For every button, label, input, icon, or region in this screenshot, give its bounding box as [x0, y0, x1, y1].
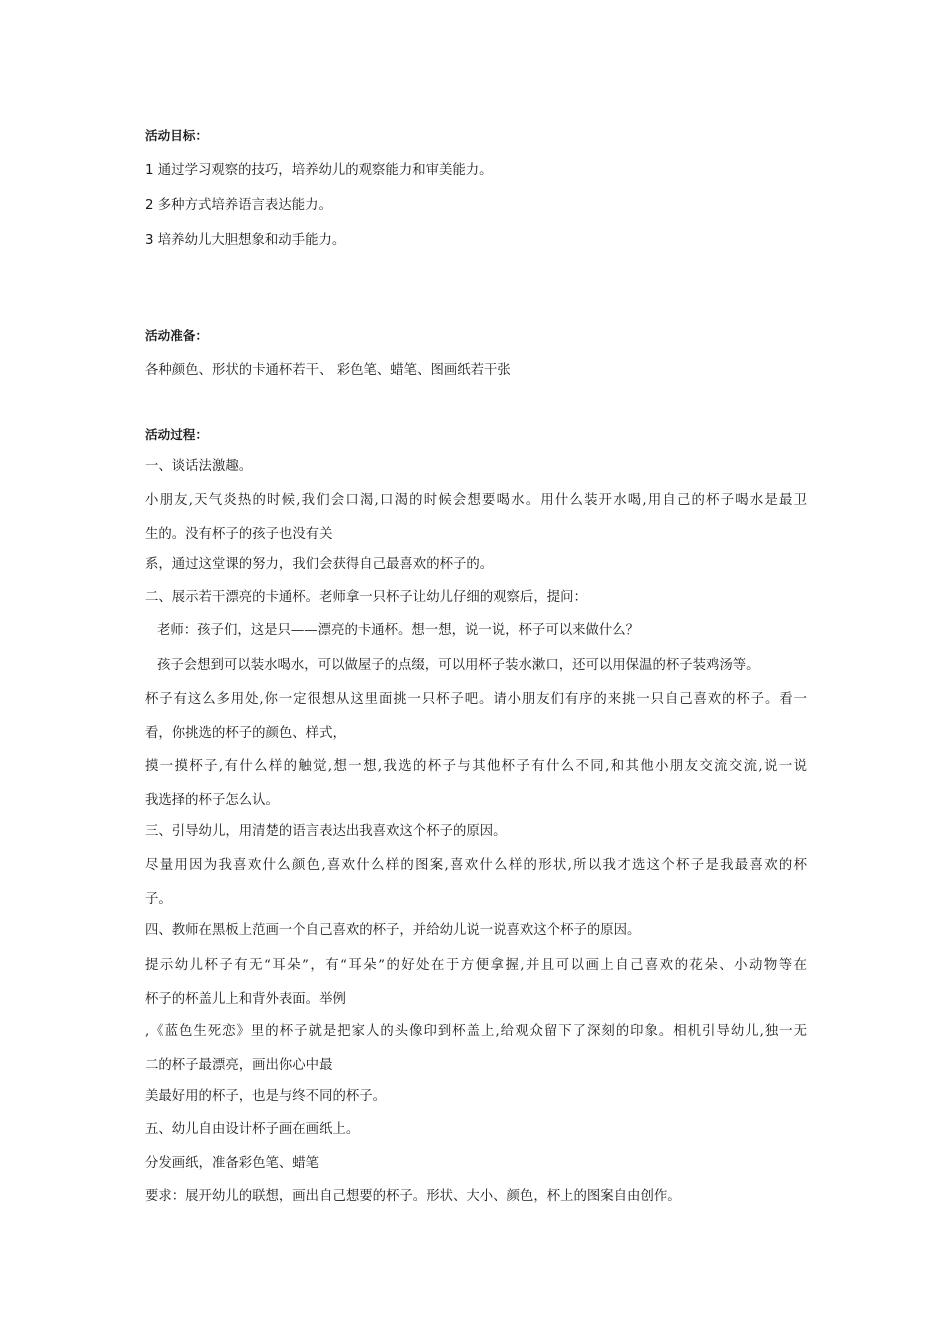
process-line: 看，你挑选的杯子的颜色、样式，	[145, 726, 346, 741]
goal-item-number: 1	[145, 163, 154, 178]
process-line: 系，通过这堂课的努力，我们会获得自己最喜欢的杯子的。	[145, 557, 494, 572]
goal-item-number: 3	[145, 233, 154, 248]
process-heading: 活动过程：	[145, 427, 208, 442]
process-line: 老师：孩子们，这是只——漂亮的卡通杯。想一想，说一说，杯子可以来做什么？	[157, 623, 640, 638]
goal-item-text: 多种方式培养语言表达能力。	[153, 198, 332, 213]
process-line: 杯子的杯盖儿上和背外表面。举例	[145, 992, 346, 1007]
process-line: 要求：展开幼儿的联想，画出自己想要的杯子。形状、大小、颜色，杯上的图案自由创作。	[145, 1189, 681, 1204]
process-line: 二的杯子最漂亮，画出你心中最	[145, 1058, 333, 1073]
goal-item-number: 2	[145, 198, 154, 213]
process-line: ,《蓝色生死恋》里的杯子就是把家人的头像印到杯盖上,给观众留下了深刻的印象。相机引导幼儿,独一无	[145, 1024, 807, 1039]
prep-text: 各种颜色、形状的卡通杯若干、 彩色笔、蜡笔、图画纸若干张	[145, 363, 511, 378]
process-line: 摸一摸杯子,有什么样的触觉,想一想,我选的杯子与其他杯子有什么不同,和其他小朋友交流交流,说一说	[145, 759, 807, 774]
prep-heading: 活动准备：	[145, 328, 208, 343]
process-line: 三、引导幼儿，用清楚的语言表达出我喜欢这个杯子的原因。	[145, 824, 507, 839]
process-line: 孩子会想到可以装水喝水，可以做屋子的点缀，可以用杯子装水漱口，还可以用保温的杯子装鸡汤等。	[157, 658, 760, 673]
process-line: 美最好用的杯子，也是与终不同的杯子。	[145, 1089, 387, 1104]
process-line: 提示幼儿杯子有无“耳朵”，有“耳朵”的好处在于方便拿握,并且可以画上自己喜欢的花朵、小动物等在	[145, 958, 807, 973]
process-line: 杯子有这么多用处,你一定很想从这里面挑一只杯子吧。请小朋友们有序的来挑一只自己喜欢的杯子。看一	[145, 692, 807, 707]
process-line: 生的。没有杯子的孩子也没有关	[145, 527, 333, 542]
process-line: 一、谈话法激趣。	[145, 459, 253, 474]
goal-item-2	[145, 197, 332, 215]
goal-item-3	[145, 232, 345, 250]
goals-heading: 活动目标：	[145, 128, 208, 143]
goal-item-1	[145, 162, 493, 180]
process-line: 四、教师在黑板上范画一个自己喜欢的杯子，并给幼儿说一说喜欢这个杯子的原因。	[145, 923, 641, 938]
goal-item-text: 培养幼儿大胆想象和动手能力。	[153, 233, 346, 248]
process-line: 二、展示若干漂亮的卡通杯。老师拿一只杯子让幼儿仔细的观察后，提问：	[145, 590, 587, 605]
process-line: 尽量用因为我喜欢什么颜色,喜欢什么样的图案,喜欢什么样的形状,所以我才选这个杯子是我最喜欢的杯	[145, 858, 807, 873]
process-line: 分发画纸，准备彩色笔、蜡笔	[145, 1156, 320, 1171]
process-line: 五、幼儿自由设计杯子画在画纸上。	[145, 1122, 360, 1137]
goal-item-text: 通过学习观察的技巧，培养幼儿的观察能力和审美能力。	[153, 163, 493, 178]
process-line: 子。	[145, 892, 172, 907]
process-line: 小朋友,天气炎热的时候,我们会口渴,口渴的时候会想要喝水。用什么装开水喝,用自己的杯子喝水是最卫	[145, 493, 807, 508]
process-line: 我选择的杯子怎么认。	[145, 793, 279, 808]
